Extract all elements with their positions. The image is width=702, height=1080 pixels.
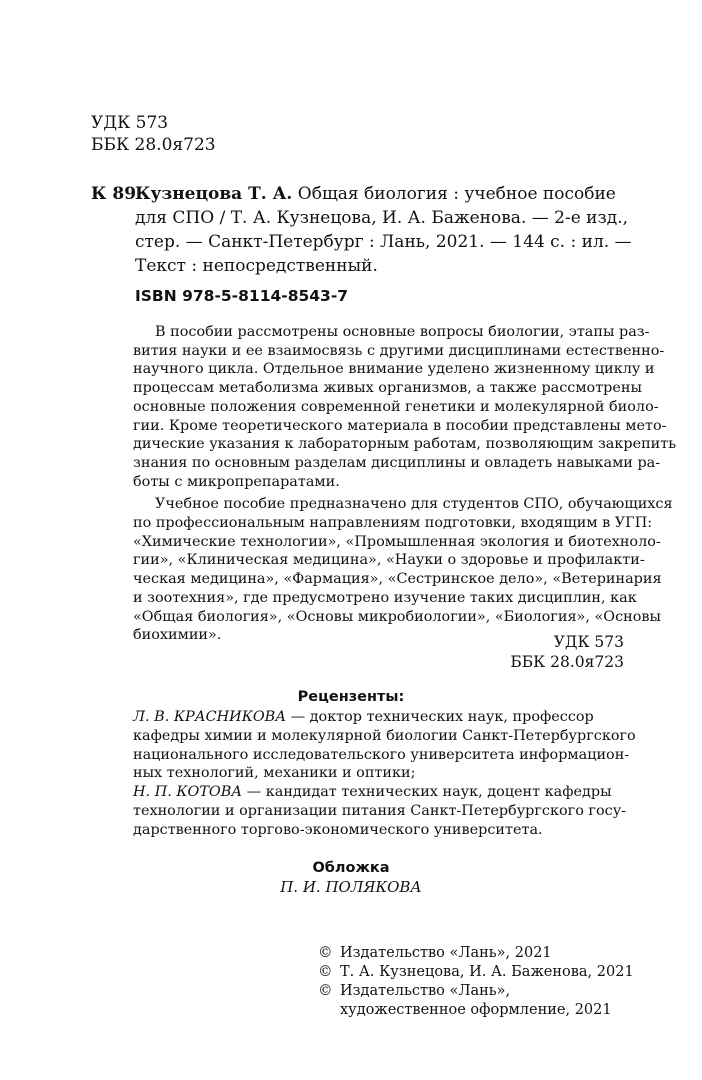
abstract [133, 323, 677, 645]
copyright-line: © Издательство «Лань», [318, 983, 511, 999]
copyright-icon: © [318, 945, 333, 961]
cover-designer-name: П. И. ПОЛЯКОВА [280, 878, 422, 896]
abstract-line: «Общая биология», «Основы микробиологии», «Биология», «Основы [133, 608, 661, 625]
abstract-line: и зоотехния», где предусмотрено изучение таких дисциплин, как [133, 589, 637, 606]
abstract-paragraph-1 [133, 323, 677, 491]
reviewer-line: кафедры химии и молекулярной биологии Санкт-Петербургского [133, 727, 636, 744]
abstract-line: дические указания к лабораторным работам, позволяющим закрепить [133, 436, 677, 453]
bibliographic-line: для СПО / Т. А. Кузнецова, И. А. Баженова. — 2-е изд., [135, 208, 629, 228]
bbk-code: ББК 28.0я723 [510, 653, 624, 671]
abstract-line: Учебное пособие предназначено для студентов СПО, обучающихся [155, 496, 673, 513]
catalog-entry [91, 182, 632, 278]
abstract-line: основные положения современной генетики и молекулярной биоло- [133, 398, 659, 415]
reviewer-line: Н. П. КОТОВА — кандидат технических наук, доцент кафедры [133, 784, 612, 801]
reviewer-line: ных технологий, механики и оптики; [133, 765, 416, 782]
abstract-line: гии. Кроме теоретического материала в пособии представлены мето- [133, 417, 667, 434]
udk-code: УДК 573 [91, 113, 169, 133]
copyright-line: © Т. А. Кузнецова, И. А. Баженова, 2021 [318, 964, 634, 980]
author-name: Кузнецова Т. А. [135, 184, 293, 204]
bbk-code: ББК 28.0я723 [91, 135, 216, 155]
abstract-line: гии», «Клиническая медицина», «Науки о здоровье и профилакти- [133, 552, 645, 569]
reviewer-name: Л. В. КРАСНИКОВА [133, 709, 287, 725]
bibliographic-line: стер. — Санкт-Петербург : Лань, 2021. — 144 с. : ил. — [135, 232, 632, 252]
abstract-line: ческая медицина», «Фармация», «Сестринское дело», «Ветеринария [133, 571, 662, 588]
abstract-line: по профессиональным направлениям подготовки, входящим в УГП: [133, 515, 653, 532]
reviewer-name: Н. П. КОТОВА [133, 784, 243, 801]
abstract-line: процессам метаболизма живых организмов, а также рассмотрены [133, 380, 642, 397]
classification-codes-bottom [510, 632, 624, 672]
copyright-icon: © [318, 964, 333, 980]
reviewer-line: технологии и организации питания Санкт-Петербургского госу- [133, 802, 627, 819]
cover-heading: Обложка [312, 860, 390, 876]
copyright-line: художественное оформление, 2021 [340, 1002, 612, 1018]
reviewer-line: дарственного торгово-экономического университета. [133, 821, 543, 838]
reviewers-heading: Рецензенты: [297, 689, 405, 705]
abstract-paragraph-2 [133, 495, 673, 645]
copyright-line: © Издательство «Лань», 2021 [318, 945, 552, 961]
isbn-number: ISBN 978-5-8114-8543-7 [135, 287, 349, 305]
title-text: Общая биология : учебное пособие [297, 184, 616, 204]
abstract-line: научного цикла. Отдельное внимание уделено жизненному циклу и [133, 361, 655, 378]
abstract-line: боты с микропрепаратами. [133, 473, 340, 490]
abstract-line: вития науки и ее взаимосвязь с другими дисциплинами естественно- [133, 342, 665, 359]
author-mark: К 89 [91, 184, 137, 204]
copyright-block [318, 944, 634, 1020]
abstract-line: знания по основным разделам дисциплины и овладеть навыками ра- [133, 454, 661, 471]
abstract-line: биохимии». [133, 627, 222, 644]
reviewers-list [133, 708, 636, 840]
abstract-line: «Химические технологии», «Промышленная экология и биотехноло- [133, 533, 661, 550]
reviewer-line: национального исследовательского университета информацион- [133, 746, 630, 763]
copyright-icon: © [318, 983, 333, 999]
bibliographic-description [135, 182, 632, 278]
reviewer-line: Л. В. КРАСНИКОВА — доктор технических наук, профессор [133, 709, 594, 725]
classification-codes-top [91, 112, 216, 156]
udk-code: УДК 573 [553, 633, 624, 651]
bibliographic-line: Текст : непосредственный. [135, 256, 378, 276]
abstract-line: В пособии рассмотрены основные вопросы биологии, этапы раз- [155, 324, 650, 340]
